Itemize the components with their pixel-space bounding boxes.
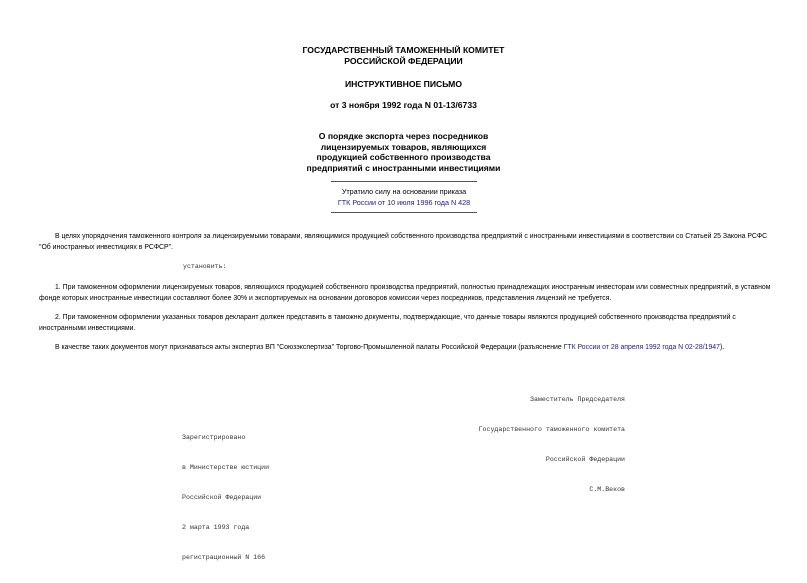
clarification-link[interactable]: ГТК России от 28 апреля 1992 года N 02-28/1947 [563,344,720,351]
registration-line-4: 2 марта 1993 года [182,524,250,531]
authority-line-1: ГОСУДАРСТВЕННЫЙ ТАМОЖЕННЫЙ КОМИТЕТ [302,45,505,55]
document-title [0,131,807,173]
title-line-1: О порядке экспорта через посредников [318,131,489,141]
registration-line-5: регистрационный N 166 [182,554,266,561]
title-line-3: продукцией собственного производства [316,152,491,162]
paragraph-preamble: В целях упорядочения таможенного контроля за лицензируемыми товарами, являющимися продукцией собственного производства предприятий с иностранными инвестициями в соответствии со Статьей 25 Закона РСФС "Об иностранных инвестициях в РСФСР". [39,233,768,251]
status-note [331,181,477,213]
registration-line-2: в Министерстве юстиции [182,464,270,471]
status-note-text: Утратило силу на основании приказа [341,187,467,196]
establish-keyword: установить: [183,263,227,270]
repeal-order-link[interactable]: ГТК России от 10 июля 1996 года N 428 [337,198,471,207]
registration-block [182,413,269,583]
paragraph-item-2: 2. При таможенном оформлении указанных товаров декларант должен представить в таможню документы, подтверждающие, что данные товары являются продукцией собственного производства предприятий с иностранными инвестициями. [39,314,736,332]
signature-line-1: Заместитель Председателя [530,396,625,403]
signature-line-2: Государственного таможенного комитета [478,426,625,433]
signature-line-4: С.М.Веков [589,486,625,493]
authority-line-2: РОССИЙСКОЙ ФЕДЕРАЦИИ [344,55,463,66]
issuing-authority [0,45,807,66]
signature-line-3: Российской Федерации [545,456,625,463]
registration-line-3: Российской Федерации [182,494,262,501]
registration-line-1: Зарегистрировано [182,434,246,441]
status-note-bottom-rule [331,212,477,213]
paragraph-documents [39,343,772,354]
title-line-2: лицензируемых товаров, являющихся [320,141,487,152]
document-type: ИНСТРУКТИВНОЕ ПИСЬМО [344,79,463,89]
paragraph-documents-text: В качестве таких документов могут признаваться акты экспертиз ВП "Союзэкспертиза" Торгово-Промышленной палаты Российской Федерации (разъяснение [55,344,564,351]
title-line-4: предприятий с иностранными инвестициями [306,162,501,173]
paragraph-item-1: 1. При таможенном оформлении лицензируемых товаров, являющихся продукцией собственного производства предприятий, полностью принадлежащих иностранным инвесторам или совместных предприятий, в уставном фонде которых иностранные инвестиции составляют более 30% и экспортируемых на основании договоров комиссии через посредников, представления лицензий не требуется. [39,284,771,302]
document-date: от 3 ноября 1992 года N 01-13/6733 [330,100,477,110]
status-note-top-rule [331,181,477,182]
signature-block [430,375,625,515]
paragraph-documents-end: ). [719,344,725,351]
